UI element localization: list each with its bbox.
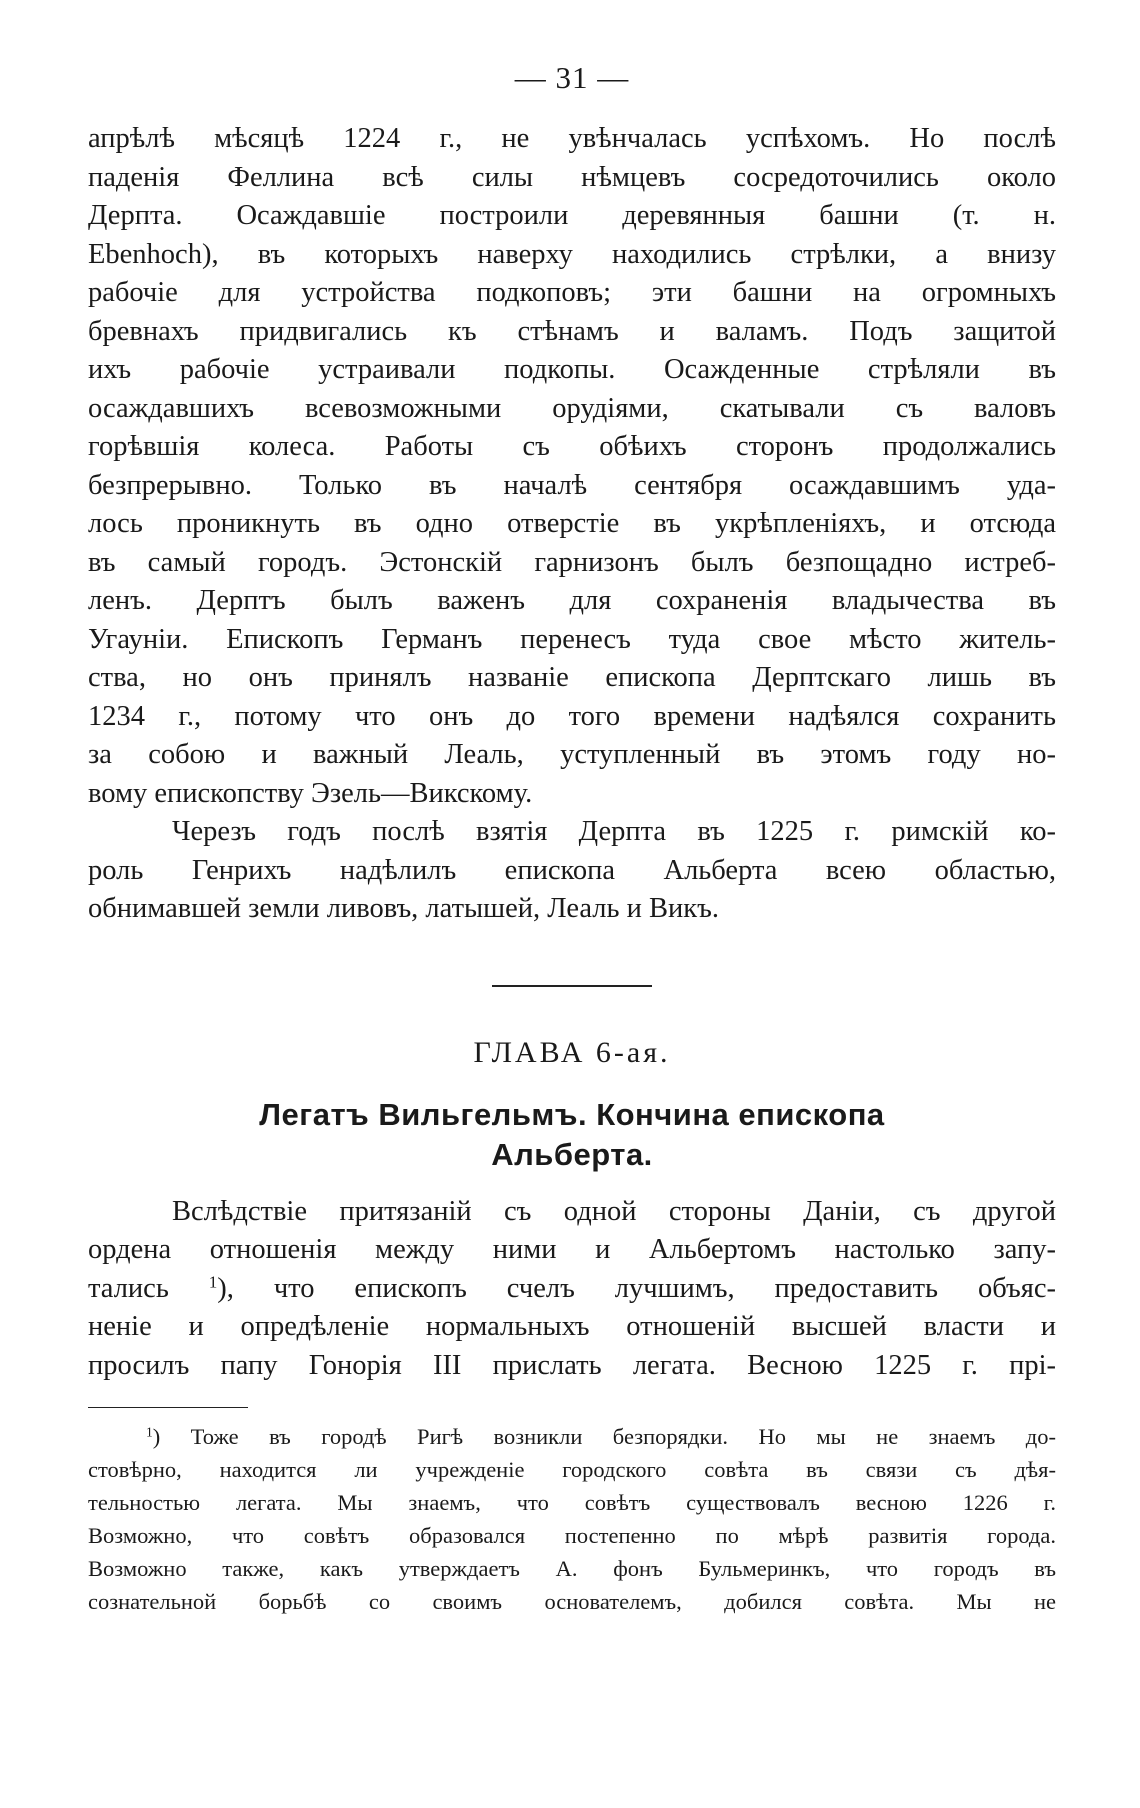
- paragraph-siege-of-dorpat: [88, 120, 1056, 813]
- text-line: ихъ рабочіе устраивали подкопы. Осажденные стрѣляли въ: [88, 354, 1056, 385]
- text-line: просилъ папу Гонорія III прислать легата. Весною 1225 г. прі-: [88, 1349, 1056, 1381]
- footnote-line: Возможно также, какъ утверждаетъ А. фонъ Бульмеринкъ, что городъ въ: [88, 1556, 1056, 1581]
- text-line: вому епископству Эзель—Викскому.: [88, 777, 533, 809]
- text-fragment: ) Тоже въ городѣ Ригѣ возникли безпорядки. Но мы не знаемъ до-: [152, 1424, 1056, 1449]
- text-line: Вслѣдствіе притязаній съ одной стороны Даніи, съ другой: [172, 1195, 1056, 1227]
- text-line: осаждавшихъ всевозможными орудіями, скатывали съ валовъ: [88, 392, 1056, 424]
- text-line: ордена отношенія между ними и Альбертомъ настолько запу-: [88, 1234, 1056, 1265]
- footnote-line: стовѣрно, находится ли учрежденіе городского совѣта въ связи съ дѣя-: [88, 1457, 1056, 1482]
- text-line: Дерпта. Осаждавшіе построили деревянныя башни (т. н.: [88, 200, 1056, 231]
- chapter-title-line: Легатъ Вильгельмъ. Кончина епископа: [259, 1096, 885, 1132]
- text-line: за собою и важный Леаль, уступленный въ этомъ году но-: [88, 739, 1056, 770]
- page-number: — 31 —: [514, 60, 630, 95]
- section-separator-rule: [492, 985, 652, 987]
- chapter-label: ГЛАВА 6-ая.: [473, 1035, 671, 1069]
- text-line: Угауніи. Епископъ Германъ перенесъ туда свое мѣсто житель-: [88, 623, 1056, 655]
- footnote-rule: [88, 1407, 248, 1408]
- chapter-title: [88, 1095, 1056, 1175]
- text-fragment: тались: [88, 1272, 169, 1304]
- footnote-marker: 1: [146, 1424, 153, 1440]
- text-line-with-footnote-ref: [88, 1270, 1056, 1309]
- footnote: [88, 1420, 1056, 1618]
- footnote-line: [88, 1420, 1056, 1453]
- text-line: въ самый городъ. Эстонскій гарнизонъ былъ безпощадно истреб-: [88, 546, 1056, 578]
- text-line: ства, но онъ принялъ названіе епископа Дерптскаго лишь въ: [88, 662, 1056, 693]
- paragraph-legate-request: [88, 1193, 1056, 1386]
- footnote-line: тельностью легата. Мы знаемъ, что совѣтъ существовалъ весною 1226 г.: [88, 1490, 1056, 1515]
- text-line: 1234 г., потому что онъ до того времени надѣялся сохранить: [88, 700, 1056, 732]
- footnote-line: сознательной борьбѣ со своимъ основателемъ, добился совѣта. Мы не: [88, 1589, 1056, 1614]
- chapter-title-line: Альберта.: [491, 1136, 653, 1172]
- text-line: ленъ. Дерптъ былъ важенъ для сохраненія владычества въ: [88, 585, 1056, 616]
- text-line: лось проникнуть въ одно отверстіе въ укрѣпленіяхъ, и отсюда: [88, 508, 1056, 539]
- text-line: обнимавшей земли ливовъ, латышей, Леаль и Викъ.: [88, 893, 719, 924]
- text-line: рабочіе для устройства подкоповъ; эти башни на огромныхъ: [88, 277, 1056, 308]
- text-line: апрѣлѣ мѣсяцѣ 1224 г., не увѣнчалась успѣхомъ. Но послѣ: [88, 123, 1056, 154]
- text-line: горѣвшія колеса. Работы съ обѣихъ сторонъ продолжались: [88, 431, 1056, 462]
- text-line: паденія Феллина всѣ силы нѣмцевъ сосредоточились около: [88, 161, 1056, 193]
- footnote-line: Возможно, что совѣтъ образовался постепенно по мѣрѣ развитія города.: [88, 1523, 1056, 1548]
- text-line: роль Генрихъ надѣлилъ епископа Альберта всею областью,: [88, 854, 1056, 886]
- text-line: Черезъ годъ послѣ взятія Дерпта въ 1225 г. римскій ко-: [172, 816, 1056, 847]
- book-page: [88, 58, 1056, 1618]
- text-line: безпрерывно. Только въ началѣ сентября осаждавшимъ уда-: [88, 469, 1056, 501]
- text-line: бревнахъ придвигались къ стѣнамъ и валамъ. Подъ защитой: [88, 315, 1056, 347]
- text-fragment: ), что епископъ счелъ лучшимъ, предоставить объяс-: [217, 1272, 1056, 1304]
- text-line: неніе и опредѣленіе нормальныхъ отношеній высшей власти и: [88, 1311, 1056, 1342]
- paragraph-king-henry: [88, 813, 1056, 929]
- text-line: Ebenhoch), въ которыхъ наверху находились стрѣлки, а внизу: [88, 238, 1056, 270]
- footnote-reference[interactable]: 1: [208, 1272, 218, 1292]
